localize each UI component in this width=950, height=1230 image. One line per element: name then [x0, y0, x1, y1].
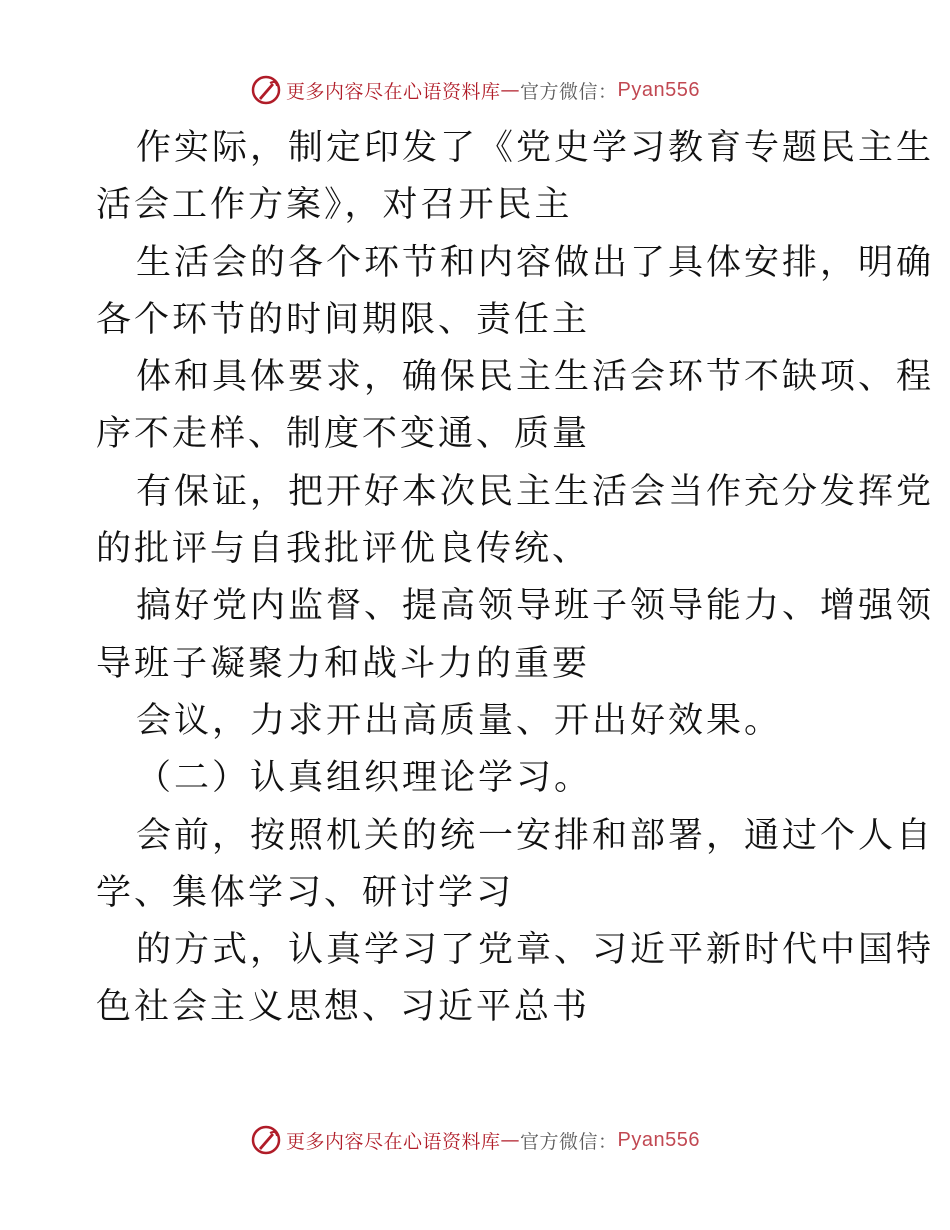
text-line: 有保证，把开好本次民主生活会当作充分发挥党: [136, 471, 935, 512]
banner-wechat-id: Pyan556: [617, 1128, 700, 1151]
banner-separator: —: [500, 79, 521, 101]
text-line: 体和具体要求，确保民主生活会环节不缺项、程: [136, 357, 935, 398]
text-line: 生活会的各个环节和内容做出了具体安排，明确: [136, 242, 935, 283]
banner-wechat-id: Pyan556: [617, 78, 700, 101]
banner-wechat-label: 官方微信：: [520, 1130, 618, 1153]
text-line: 会前，按照机关的统一安排和部署，通过个人自: [136, 815, 935, 856]
feather-pen-logo-icon: [250, 74, 282, 106]
text-line: 作实际，制定印发了《党史学习教育专题民主生: [136, 128, 935, 168]
feather-pen-logo-icon: [250, 1124, 282, 1156]
text-line: 导班子凝聚力和战斗力的重要: [96, 643, 591, 684]
text-line: 序不走样、制度不变通、质量: [96, 414, 591, 455]
header-banner: [0, 70, 950, 110]
text-line: 色社会主义思想、习近平总书: [96, 987, 591, 1028]
banner-site-text: 更多内容尽在心语资料库: [286, 1130, 501, 1153]
text-line: 的批评与自我批评优良传统、: [96, 529, 591, 570]
section-heading: （二）认真组织理论学习。: [136, 758, 593, 799]
text-line: 的方式，认真学习了党章、习近平新时代中国特: [136, 930, 935, 971]
banner-site-text: 更多内容尽在心语资料库: [286, 80, 501, 103]
footer-banner: [0, 1120, 950, 1160]
text-line: 会议，力求开出高质量、开出好效果。: [136, 700, 783, 741]
banner-separator: —: [500, 1129, 521, 1151]
banner-wechat-label: 官方微信：: [520, 80, 618, 103]
text-line: 各个环节的时间期限、责任主: [96, 299, 591, 340]
document-body: [96, 120, 935, 1037]
text-line: 活会工作方案》，对召开民主: [96, 185, 573, 226]
text-line: 搞好党内监督、提高领导班子领导能力、增强领: [136, 586, 935, 627]
text-line: 学、集体学习、研讨学习: [96, 872, 515, 913]
